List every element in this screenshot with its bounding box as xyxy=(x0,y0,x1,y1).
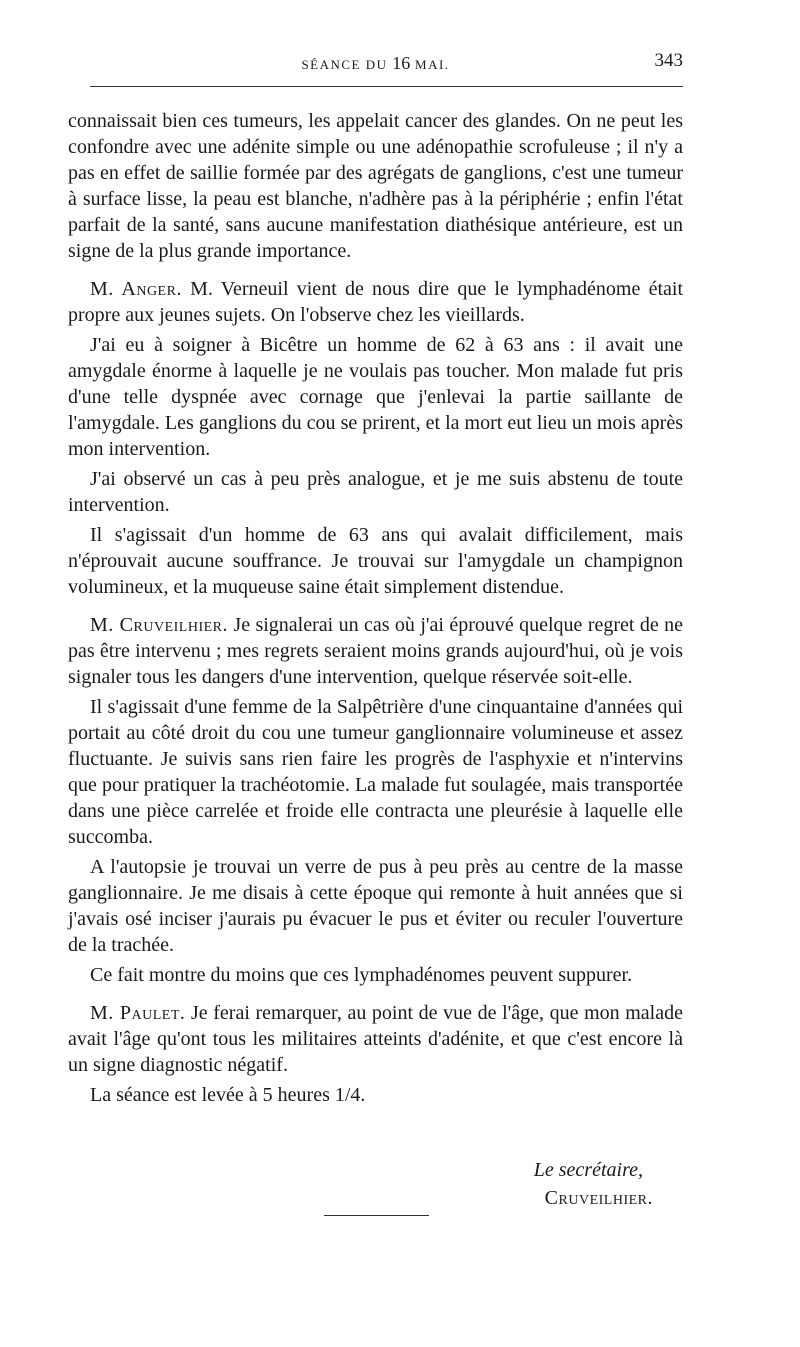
paragraph-6-text: Je signalerai un cas où j'ai éprouvé quelque regret de ne pas être intervenu ; mes regrets seraient moins grands aujourd'hui, où je vois signaler tous les dangers d'une intervention, quelque réservée soit-elle. xyxy=(68,614,683,688)
signature-block xyxy=(383,1156,683,1212)
paragraph-10-text: Je ferai remarquer, au point de vue de l'âge, que mon malade avait l'âge qu'ont tous les militaires atteints d'adénite, et que c'est encore là un signe diagnostic négatif. xyxy=(68,1002,683,1076)
end-rule xyxy=(324,1215,429,1216)
speaker-paulet: M. Paulet. xyxy=(90,1002,186,1024)
signature-name: Cruveilhier. xyxy=(544,1187,653,1209)
paragraph-8: A l'autopsie je trouvai un verre de pus à peu près au centre de la masse ganglionnaire. Je me disais à cette époque qui remonte à huit années que si j'avais osé inciser j'aurais pu évacuer le pus et éviter ou reculer l'ouverture de la trachée. xyxy=(68,856,683,956)
running-title-text: SÉANCE DU xyxy=(301,57,393,72)
running-title-day: 16 xyxy=(392,53,411,73)
paragraph-10 xyxy=(68,1000,683,1078)
paragraph-2 xyxy=(68,276,683,328)
paragraph-5: Il s'agissait d'un homme de 63 ans qui avalait difficilement, mais n'éprouvait aucune souffrance. Je trouvai sur l'amygdale un champignon volumineux, et la muqueuse saine était simplement distendue. xyxy=(68,524,683,598)
paragraph-11: La séance est levée à 5 heures 1/4. xyxy=(90,1084,366,1106)
header-rule xyxy=(90,86,683,87)
paragraph-9: Ce fait montre du moins que ces lymphadénomes peuvent suppurer. xyxy=(90,964,633,986)
running-title xyxy=(68,53,683,74)
signature-role: Le secrétaire, xyxy=(533,1159,643,1181)
page-number: 343 xyxy=(654,50,683,71)
running-head xyxy=(68,50,683,72)
paragraph-1: connaissait bien ces tumeurs, les appelait cancer des glandes. On ne peut les confondre avec une adénite simple ou une adénopathie scrofuleuse ; il n'y a pas en effet de saillie formée par des agrégats de ganglions, c'est une tumeur à surface lisse, la peau est blanche, n'adhère pas à la périphérie ; enfin l'état parfait de la santé, sans aucune manifestation diathésique antérieure, est un signe de la plus grande importance. xyxy=(68,110,683,262)
speaker-cruveilhier: M. Cruveilhier. xyxy=(90,614,229,636)
paragraph-6 xyxy=(68,612,683,690)
paragraph-7: Il s'agissait d'une femme de la Salpêtrière d'une cinquantaine d'années qui portait au côté droit du cou une tumeur ganglionnaire volumineuse et assez fluctuante. Je suivis sans rien faire les progrès de l'asphyxie et n'intervins que pour pratiquer la trachéotomie. La malade fut soulagée, mais transportée dans une pièce carrelée et froide elle contracta une pleurésie à laquelle elle succomba. xyxy=(68,696,683,848)
paragraph-3: J'ai eu à soigner à Bicêtre un homme de 62 à 63 ans : il avait une amygdale énorme à laquelle je ne voulais pas toucher. Mon malade fut pris d'une telle dyspnée avec cornage que j'enlevai la partie saillante de l'amygdale. Les ganglions du cou se prirent, et la mort eut lieu un mois après mon intervention. xyxy=(68,334,683,460)
document-page xyxy=(68,0,683,1347)
speaker-anger: M. Anger. xyxy=(90,278,182,300)
body-text xyxy=(68,108,683,1120)
paragraph-2-text: M. Verneuil vient de nous dire que le lymphadénome était propre aux jeunes sujets. On l'observe chez les vieillards. xyxy=(68,278,683,326)
running-title-month: MAI. xyxy=(410,57,450,72)
paragraph-4: J'ai observé un cas à peu près analogue, et je me suis abstenu de toute intervention. xyxy=(68,468,683,516)
